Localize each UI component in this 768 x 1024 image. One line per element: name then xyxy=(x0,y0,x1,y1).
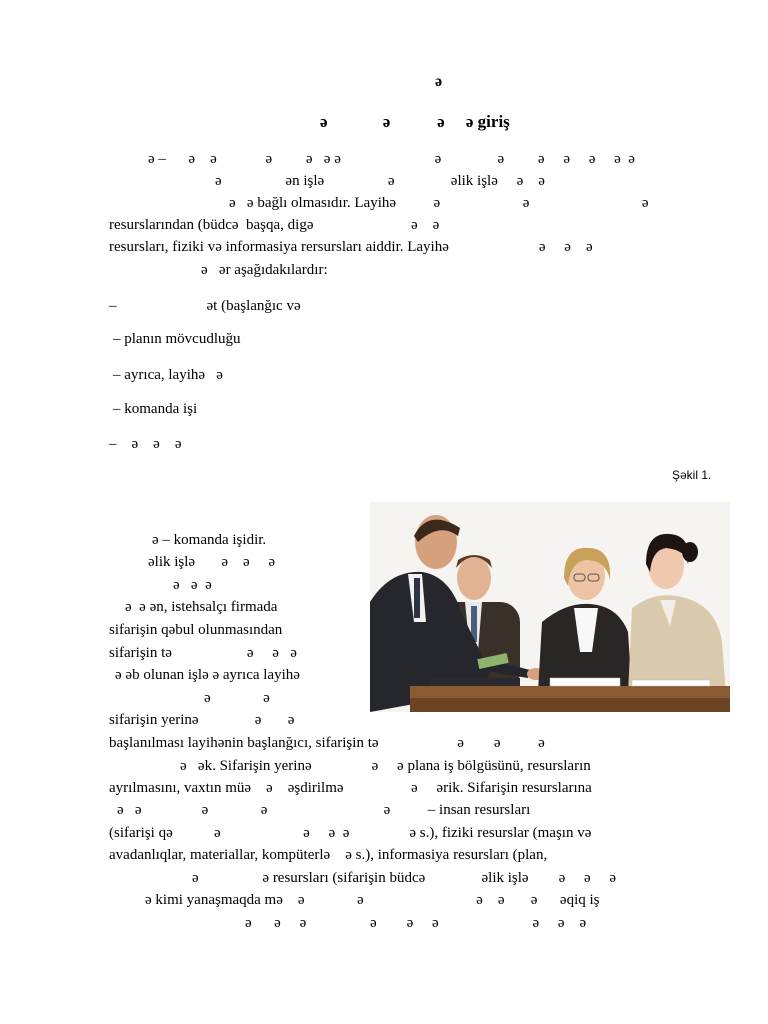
body-line: sifarişin qəbul olunmasından xyxy=(109,622,283,638)
list-item: – planın mövcudluğu xyxy=(113,331,241,347)
intro-line: ə ən işlə ə əlik işlə ə ə xyxy=(215,173,545,189)
body-line: ə ə ə ə ə ə ə ə ə xyxy=(245,915,587,931)
section-title: ə ə ə ə giriş xyxy=(320,112,510,131)
intro-line: ə ər aşağıdakılardır: xyxy=(201,262,328,278)
body-line: ə ə ən, istehsalçı firmada xyxy=(125,599,278,615)
body-line: (sifarişi qə ə ə ə ə ə s.), fiziki resurslar (maşın və xyxy=(109,825,592,841)
body-line: sifarişin yerinə ə ə xyxy=(109,712,295,728)
body-line: ə ə ə ə ə – insan resursları xyxy=(117,802,531,818)
body-line: avadanlıqlar, materiallar, kompüterlə ə s.), informasiya resursları (plan, xyxy=(109,847,548,863)
body-line: sifarişin tə ə ə ə xyxy=(109,645,297,661)
meeting-photo xyxy=(370,502,730,712)
body-line: əlik işlə ə ə ə xyxy=(148,554,276,570)
body-line: ə ə ə xyxy=(173,577,212,593)
intro-line: ə ə bağlı olmasıdır. Layihə ə ə ə xyxy=(229,195,649,211)
body-line: ə ə xyxy=(204,690,270,706)
body-line: ə ək. Sifarişin yerinə ə ə plana iş bölgüsünü, resursların xyxy=(180,758,591,774)
intro-line: ə – ə ə ə ə ə ə ə ə ə ə ə ə ə xyxy=(148,151,635,167)
list-item: – ət (başlanğıc və xyxy=(109,298,301,314)
list-item: – ə ə ə xyxy=(109,436,182,452)
body-line: ə – komanda işidir. xyxy=(152,532,267,548)
header-mark: ə xyxy=(435,73,443,90)
body-line: ə ə resursları (sifarişin büdcə əlik işlə ə ə ə xyxy=(192,870,617,886)
intro-line: resurslarından (büdcə başqa, digə ə ə xyxy=(109,217,440,233)
body-line: ə əb olunan işlə ə ayrıca layihə xyxy=(115,667,300,683)
body-line: ə kimi yanaşmaqda mə ə ə ə ə ə əqiq iş xyxy=(145,892,600,908)
list-item: – komanda işi xyxy=(113,401,198,417)
body-line: ayrılmasını, vaxtın müə ə əşdirilmə ə ərik. Sifarişin resurslarına xyxy=(109,780,592,796)
list-item: – ayrıca, layihə ə xyxy=(113,367,223,383)
body-line: başlanılması layihənin başlanğıcı, sifarişin tə ə ə ə xyxy=(109,735,545,751)
intro-line: resursları, fiziki və informasiya rersursları aiddir. Layihə ə ə ə xyxy=(109,239,593,255)
figure-caption: Şəkil 1. xyxy=(672,468,712,482)
meeting-illustration xyxy=(370,502,730,712)
